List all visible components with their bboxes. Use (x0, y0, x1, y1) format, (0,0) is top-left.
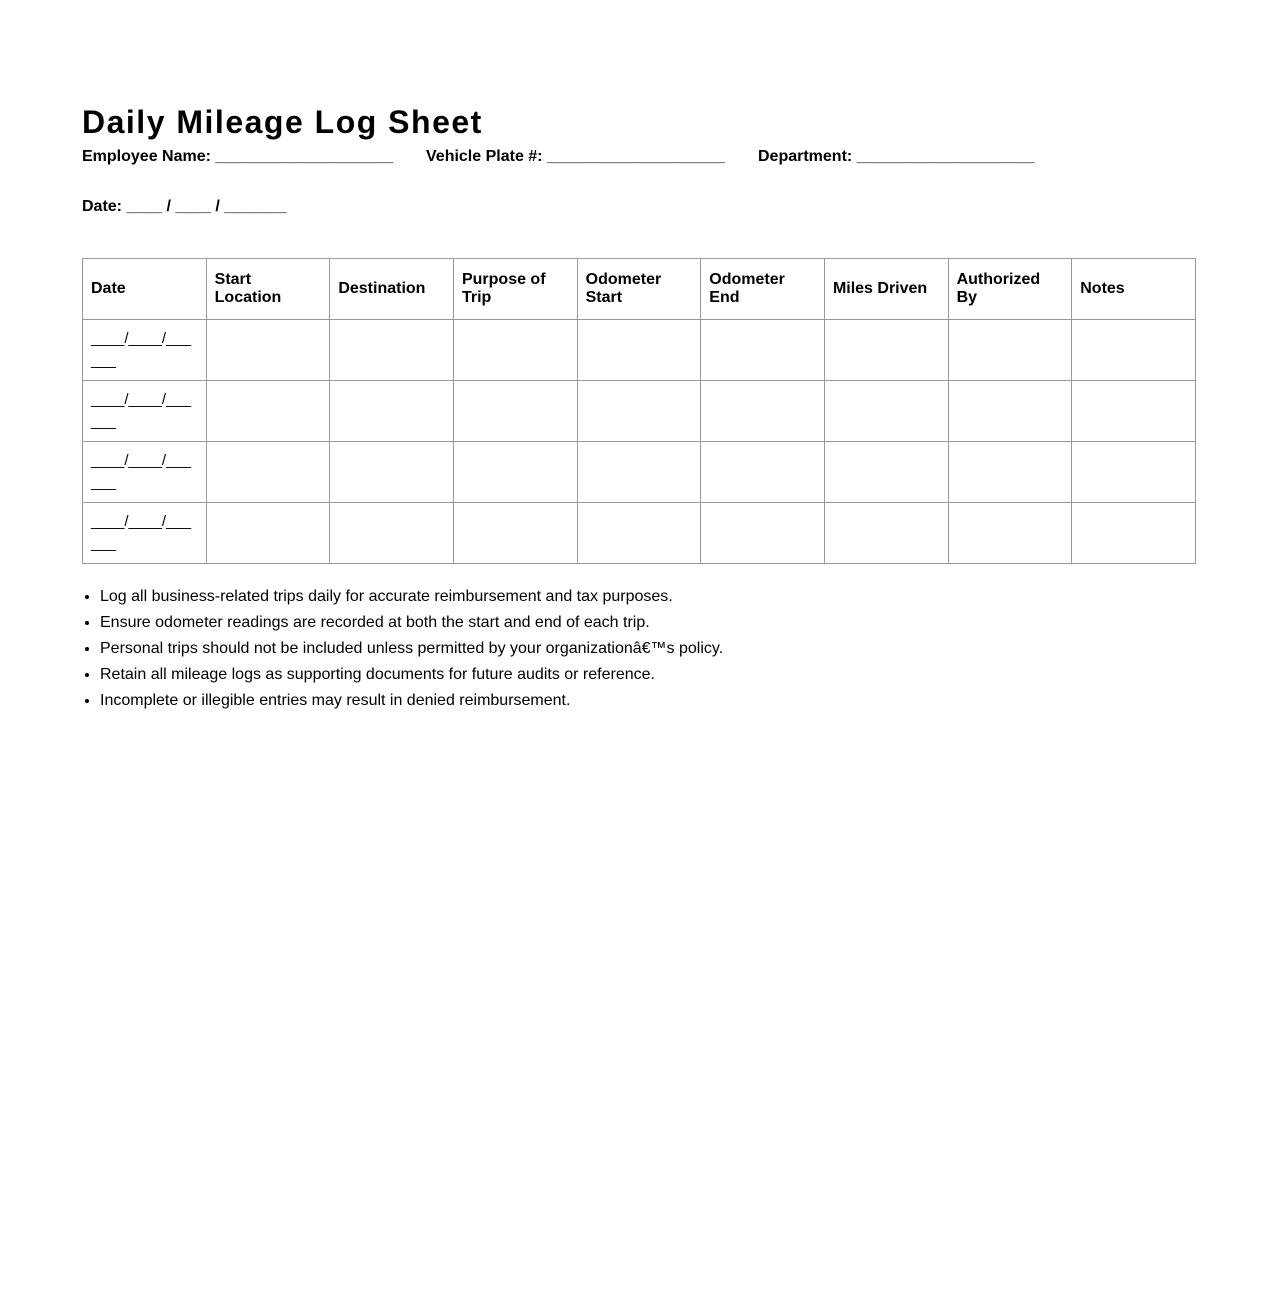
column-header-odometer-start: Odometer Start (577, 259, 701, 320)
destination-cell[interactable] (330, 503, 454, 564)
odometer-start-cell[interactable] (577, 442, 701, 503)
start-location-cell[interactable] (206, 320, 330, 381)
info-fields-row (82, 148, 1196, 168)
notes-cell[interactable] (1072, 320, 1196, 381)
instructions-list (82, 584, 723, 714)
destination-cell[interactable] (330, 381, 454, 442)
column-header-miles-driven: Miles Driven (824, 259, 948, 320)
destination-cell[interactable] (330, 442, 454, 503)
vehicle-plate-field[interactable]: Vehicle Plate #: ____________________ (426, 148, 725, 165)
date-field[interactable]: Date: ____ / ____ / _______ (82, 198, 287, 215)
odometer-start-cell[interactable] (577, 381, 701, 442)
column-header-purpose-of-trip: Purpose of Trip (453, 259, 577, 320)
miles-driven-cell[interactable] (824, 320, 948, 381)
column-header-authorized-by: Authorized By (948, 259, 1072, 320)
purpose-of-trip-cell[interactable] (453, 320, 577, 381)
odometer-end-cell[interactable] (701, 503, 825, 564)
list-item: • Retain all mileage logs as supporting documents for future audits or reference. (100, 662, 723, 688)
mileage-log-sheet (82, 100, 1196, 709)
authorized-by-cell[interactable] (948, 320, 1072, 381)
employee-name-field[interactable]: Employee Name: ____________________ (82, 148, 394, 165)
notes-cell[interactable] (1072, 503, 1196, 564)
list-item: • Personal trips should not be included unless permitted by your organizationâ€™s policy. (100, 636, 723, 662)
authorized-by-cell[interactable] (948, 442, 1072, 503)
table-row (83, 381, 1196, 442)
destination-cell[interactable] (330, 320, 454, 381)
date-cell[interactable]: ____/____/______ (83, 503, 207, 564)
notes-cell[interactable] (1072, 442, 1196, 503)
miles-driven-cell[interactable] (824, 503, 948, 564)
column-header-odometer-end: Odometer End (701, 259, 825, 320)
list-item: • Incomplete or illegible entries may result in denied reimbursement. (100, 688, 723, 714)
table-row (83, 320, 1196, 381)
department-field[interactable]: Department: ____________________ (758, 148, 1035, 165)
column-header-date: Date (83, 259, 207, 320)
odometer-start-cell[interactable] (577, 320, 701, 381)
table-row (83, 503, 1196, 564)
table-row (83, 442, 1196, 503)
odometer-start-cell[interactable] (577, 503, 701, 564)
page-title: Daily Mileage Log Sheet (82, 104, 483, 140)
start-location-cell[interactable] (206, 442, 330, 503)
odometer-end-cell[interactable] (701, 381, 825, 442)
date-cell[interactable]: ____/____/______ (83, 381, 207, 442)
odometer-end-cell[interactable] (701, 442, 825, 503)
notes-cell[interactable] (1072, 381, 1196, 442)
column-header-notes: Notes (1072, 259, 1196, 320)
authorized-by-cell[interactable] (948, 381, 1072, 442)
miles-driven-cell[interactable] (824, 381, 948, 442)
column-header-destination: Destination (330, 259, 454, 320)
purpose-of-trip-cell[interactable] (453, 381, 577, 442)
column-header-start-location: Start Location (206, 259, 330, 320)
mileage-log-table (82, 258, 1196, 564)
purpose-of-trip-cell[interactable] (453, 503, 577, 564)
list-item: • Log all business-related trips daily for accurate reimbursement and tax purposes. (100, 584, 723, 610)
date-cell[interactable]: ____/____/______ (83, 442, 207, 503)
table-header-row (83, 259, 1196, 320)
date-cell[interactable]: ____/____/______ (83, 320, 207, 381)
start-location-cell[interactable] (206, 503, 330, 564)
start-location-cell[interactable] (206, 381, 330, 442)
list-item: • Ensure odometer readings are recorded at both the start and end of each trip. (100, 610, 723, 636)
miles-driven-cell[interactable] (824, 442, 948, 503)
purpose-of-trip-cell[interactable] (453, 442, 577, 503)
odometer-end-cell[interactable] (701, 320, 825, 381)
authorized-by-cell[interactable] (948, 503, 1072, 564)
